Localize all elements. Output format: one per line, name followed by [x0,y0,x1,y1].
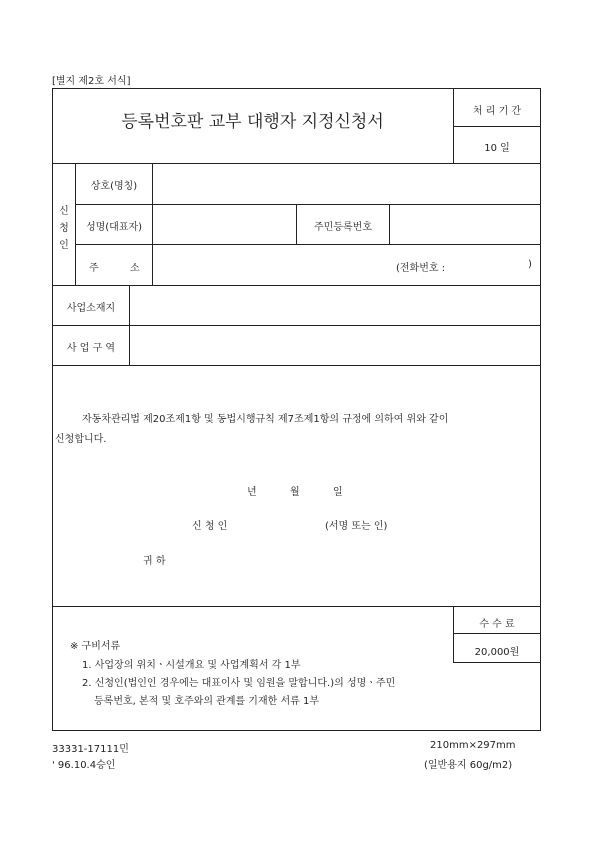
frame-bottom [52,730,541,731]
required-document-2-line2: 등록번호, 본적 및 호주와의 관계를 기재한 서류 1부 [94,696,319,707]
paper-size: 210mm×297mm [430,740,516,751]
required-document-2-line1: 2. 신청인(법인인 경우에는 대표이사 및 임원을 말합니다.)의 성명ㆍ주민 [82,678,396,689]
fee-bottom-line [453,662,541,663]
applicant-label-divider [152,163,153,285]
form-number-note: [별지 제2호 서식] [52,76,131,87]
fee-divider [453,633,541,634]
signature-note: (서명 또는 인) [325,521,388,532]
application-statement-line2: 신청합니다. [55,434,107,445]
company-name-field[interactable] [160,177,535,195]
office-location-field[interactable] [137,299,533,317]
approval-date: ' 96.10.4승인 [52,760,116,771]
business-area-field[interactable] [137,339,533,357]
representative-field[interactable] [160,218,290,236]
applicant-group-label-3: 인 [59,240,69,251]
office-location-label: 사업소재지 [66,303,116,314]
applicant-group-label-2: 청 [59,223,69,234]
address-label-part1: 주 [89,263,99,274]
date-day-label: 일 [333,487,343,498]
location-bottom-line [52,325,541,326]
applicant-sign-label: 신 청 인 [192,521,228,532]
frame-left [52,88,53,731]
representative-label: 성명(대표자) [85,222,143,233]
business-area-label: 사 업 구 역 [66,343,116,354]
processing-divider [453,126,541,127]
phone-close-paren: ) [528,259,532,270]
phone-label: (전화번호 : [396,263,446,274]
frame-right [540,88,541,731]
form-code: 33331-17111민 [52,744,129,755]
company-name-label: 상호(명칭) [90,181,138,192]
address-field[interactable] [160,259,380,277]
applicant-row2-line [75,244,541,245]
processing-period-label: 처 리 기 간 [472,106,522,117]
addressee-label: 귀 하 [143,556,166,567]
fee-value: 20,000원 [474,647,520,658]
applicant-group-label-1: 신 [59,206,69,217]
title-bottom-line [52,163,541,164]
frame-top [52,88,541,89]
form-title: 등록번호판 교부 대행자 지정신청서 [121,112,384,132]
application-statement-line1: 자동차관리법 제20조제1항 및 동법시행규칙 제7조제1항의 규정에 의하여 위와 같이 [82,414,449,425]
required-document-1: 1. 사업장의 위치ㆍ시설개요 및 사업계획서 각 1부 [82,660,301,671]
fee-label: 수 수 료 [479,619,515,630]
area-bottom-line [52,365,541,366]
applicant-bottom-line [52,285,541,286]
date-month-label: 월 [290,487,300,498]
date-year-label: 년 [247,487,257,498]
resident-number-label: 주민등록번호 [314,222,372,233]
required-documents-heading: ※ 구비서류 [70,641,121,652]
address-label-part2: 소 [130,263,140,274]
resident-number-field[interactable] [396,218,536,236]
paper-type: (일반용지 60g/m2) [424,760,513,771]
applicant-row1-line [75,204,541,205]
processing-period-value: 10 일 [484,143,510,154]
reg-label-right [389,204,390,244]
documents-top-line [52,606,541,607]
